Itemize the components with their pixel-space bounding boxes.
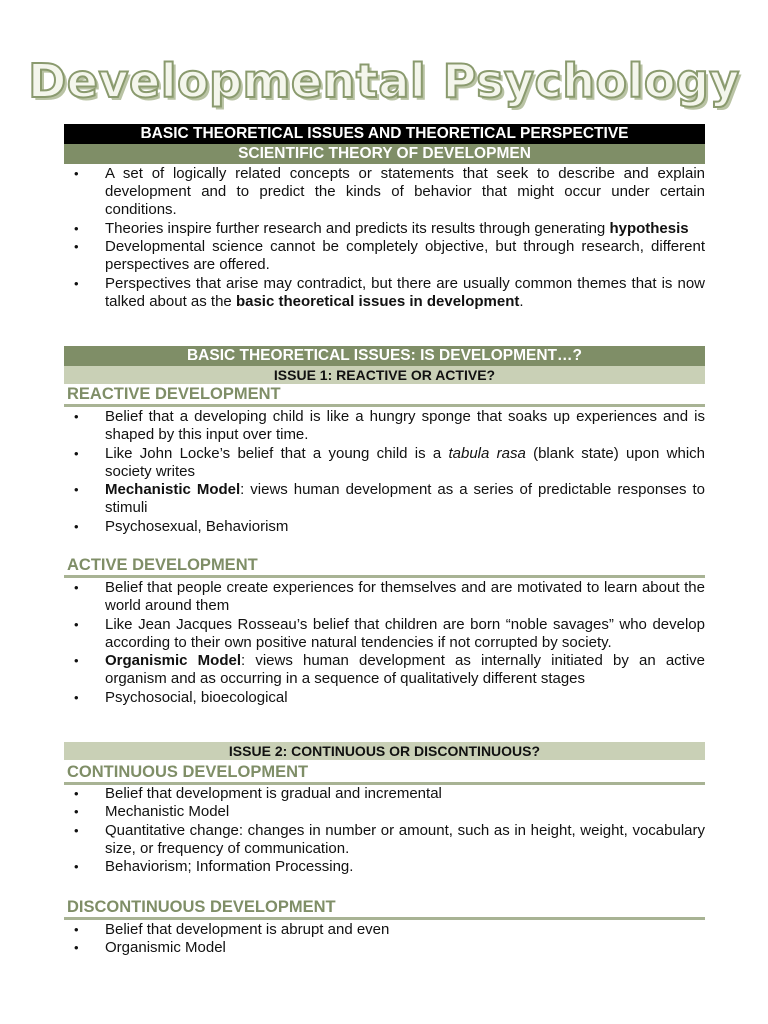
list-item: • Perspectives that arise may contradict, but there are usually common themes that is now talked about as the basic theoretical issues in development.	[74, 274, 705, 310]
list-item: • Organismic Model	[74, 939, 226, 957]
continuous-development-heading: CONTINUOUS DEVELOPMENT	[64, 761, 705, 785]
bullet-icon: •	[74, 220, 79, 236]
list-item: • A set of logically related concepts or statements that seek to describe and explain development and to predict the kinds of behavior that might occur under certain conditions.	[74, 165, 705, 219]
section-header-is-development: BASIC THEORETICAL ISSUES: IS DEVELOPMENT…?	[64, 346, 705, 366]
discontinuous-development-heading: DISCONTINUOUS DEVELOPMENT	[64, 896, 705, 920]
list-item: • Belief that development is gradual and incremental	[74, 785, 442, 802]
issue-1-header: ISSUE 1: REACTIVE OR ACTIVE?	[64, 366, 705, 384]
bullet-icon: •	[74, 822, 79, 838]
continuous-development-list	[64, 785, 705, 877]
list-item: • Psychosocial, bioecological	[74, 688, 288, 706]
bullet-icon: •	[74, 922, 79, 937]
bullet-icon: •	[74, 166, 79, 181]
bullet-icon: •	[74, 445, 79, 461]
scientific-theory-list	[64, 165, 705, 311]
list-item: • Like John Locke’s belief that a young child is a tabula rasa (blank state) upon which society writes	[74, 444, 705, 480]
list-item: • Theories inspire further research and predicts its results through generating hypothesis	[74, 219, 689, 237]
bullet-icon: •	[74, 616, 79, 632]
section-subheader-scientific-theory: SCIENTIFIC THEORY OF DEVELOPMEN	[64, 144, 705, 164]
list-item: • Behaviorism; Information Processing.	[74, 858, 354, 876]
bullet-icon: •	[74, 482, 79, 498]
list-item: • Like Jean Jacques Rosseau’s belief that children are born “noble savages” who develop according to their own positive natural tendencies if not corrupted by society.	[74, 615, 705, 651]
list-item: • Organismic Model: views human development as internally initiated by an active organism and as occurring in a sequence of qualitatively different stages	[74, 652, 705, 688]
issue-2-header: ISSUE 2: CONTINUOUS OR DISCONTINUOUS?	[64, 742, 705, 760]
bullet-icon: •	[74, 689, 79, 705]
bullet-icon: •	[74, 940, 79, 956]
bullet-icon: •	[74, 786, 79, 801]
list-item: • Mechanistic Model: views human development as a series of predictable responses to stimuli	[74, 481, 705, 517]
list-item: • Psychosexual, Behaviorism	[74, 517, 289, 535]
bullet-icon: •	[74, 275, 79, 291]
active-development-list	[64, 579, 705, 707]
active-development-heading: ACTIVE DEVELOPMENT	[64, 554, 705, 578]
list-item: • Belief that a developing child is like a hungry sponge that soaks up experiences and is shaped by this input over time.	[74, 408, 705, 444]
list-item: • Developmental science cannot be completely objective, but through research, different perspectives are offered.	[74, 238, 705, 274]
list-item: • Quantitative change: changes in number or amount, such as in height, weight, vocabulary size, or frequency of communication.	[74, 821, 705, 857]
bullet-icon: •	[74, 409, 79, 424]
document-title: Developmental Psychology	[28, 54, 740, 108]
bullet-icon: •	[74, 804, 79, 820]
reactive-development-heading: REACTIVE DEVELOPMENT	[64, 383, 705, 407]
bullet-icon: •	[74, 580, 79, 595]
bullet-icon: •	[74, 859, 79, 875]
section-header-theoretical-issues: BASIC THEORETICAL ISSUES AND THEORETICAL PERSPECTIVE	[64, 124, 705, 144]
bullet-icon: •	[74, 653, 79, 669]
bullet-icon: •	[74, 239, 79, 255]
bullet-icon: •	[74, 518, 79, 534]
reactive-development-list	[64, 408, 705, 536]
list-item: • Mechanistic Model	[74, 803, 230, 821]
discontinuous-development-list	[64, 921, 705, 958]
list-item: • Belief that development is abrupt and even	[74, 921, 390, 938]
list-item: • Belief that people create experiences for themselves and are motivated to learn about the world around them	[74, 579, 705, 615]
